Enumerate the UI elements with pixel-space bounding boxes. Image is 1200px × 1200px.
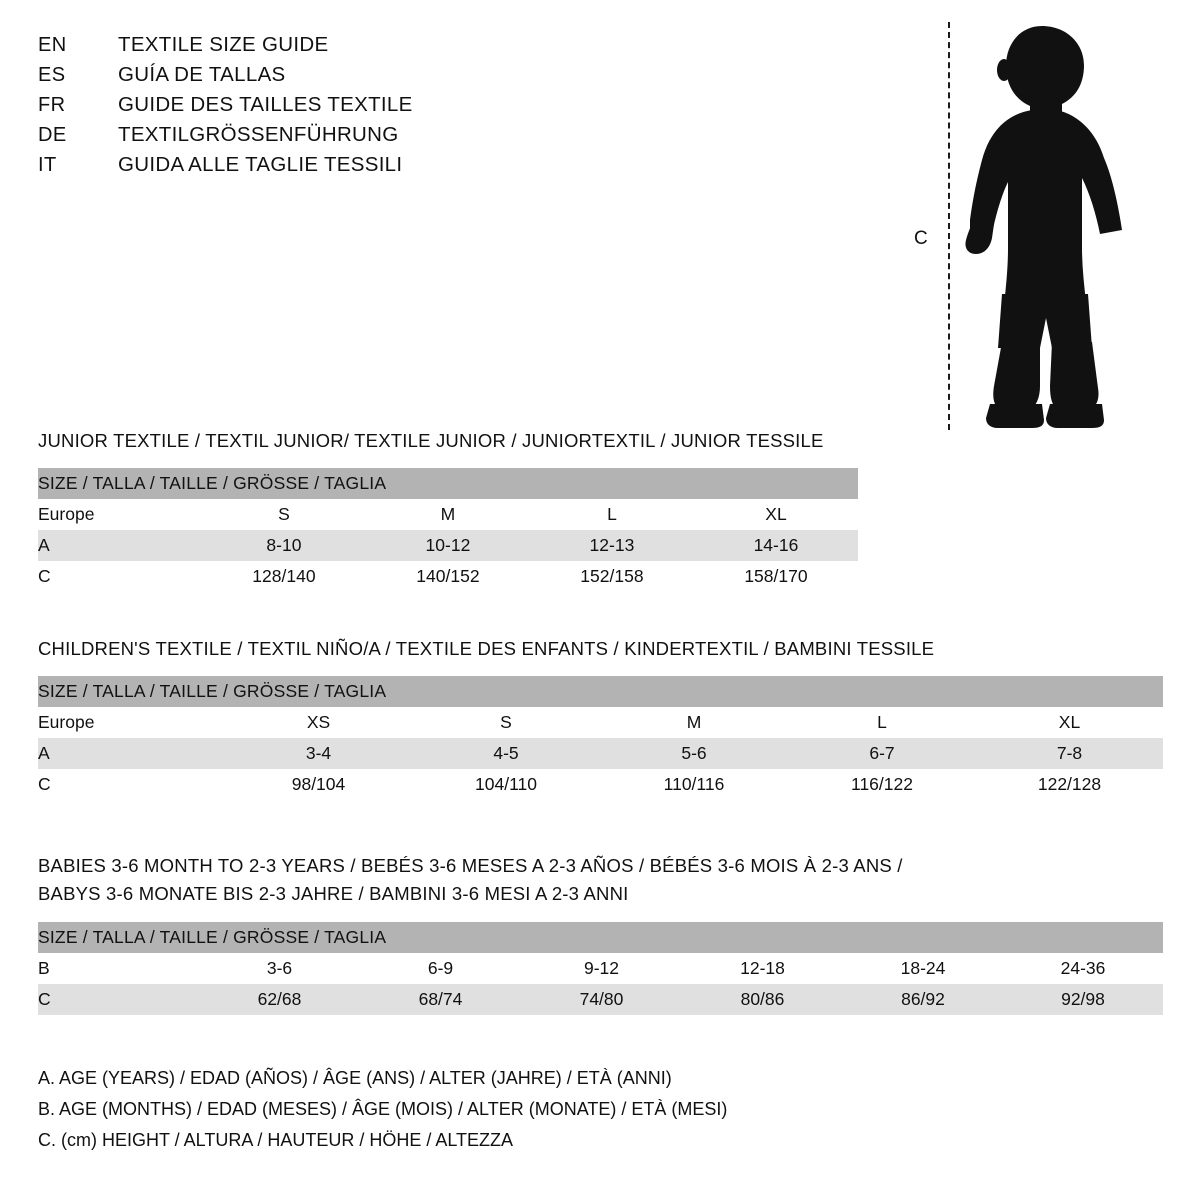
row-label: A xyxy=(38,738,225,769)
legend-line-b: B. AGE (MONTHS) / EDAD (MESES) / ÂGE (MOIS) / ALTER (MONATE) / ETÀ (MESI) xyxy=(38,1099,728,1119)
legend-line-c: C. (cm) HEIGHT / ALTURA / HAUTEUR / HÖHE / ALTEZZA xyxy=(38,1130,514,1150)
cell: 116/122 xyxy=(788,769,976,800)
cell: XL xyxy=(976,707,1163,738)
cell: 9-12 xyxy=(521,953,682,984)
row-label: Europe xyxy=(38,499,202,530)
language-code: ES xyxy=(38,64,66,86)
language-code: EN xyxy=(38,34,67,56)
cell: 6-9 xyxy=(360,953,521,984)
cell: 18-24 xyxy=(843,953,1003,984)
language-title: GUIDE DES TAILLES TEXTILE xyxy=(118,93,413,116)
cell: L xyxy=(788,707,976,738)
table-row xyxy=(38,707,1163,738)
row-label: C xyxy=(38,561,202,592)
cell: 86/92 xyxy=(843,984,1003,1015)
cell: 152/158 xyxy=(530,561,694,592)
section-title-babies-line1: BABIES 3-6 MONTH TO 2-3 YEARS / BEBÉS 3-6 MESES A 2-3 AÑOS / BÉBÉS 3-6 MOIS À 2-3 ANS / xyxy=(38,855,903,876)
legend-line-a: A. AGE (YEARS) / EDAD (AÑOS) / ÂGE (ANS) / ALTER (JAHRE) / ETÀ (ANNI) xyxy=(38,1068,672,1088)
section-title-babies-line2: BABYS 3-6 MONATE BIS 2-3 JAHRE / BAMBINI 3-6 MESI A 2-3 ANNI xyxy=(38,883,629,904)
cell: S xyxy=(412,707,600,738)
band-label: SIZE / TALLA / TAILLE / GRÖSSE / TAGLIA xyxy=(38,468,858,499)
cell: 104/110 xyxy=(412,769,600,800)
cell: 80/86 xyxy=(682,984,843,1015)
section-title-children: CHILDREN'S TEXTILE / TEXTIL NIÑO/A / TEXTILE DES ENFANTS / KINDERTEXTIL / BAMBINI TESSILE xyxy=(38,638,935,659)
cell: 12-18 xyxy=(682,953,843,984)
cell: 14-16 xyxy=(694,530,858,561)
table-row xyxy=(38,984,1163,1015)
cell: 3-6 xyxy=(199,953,360,984)
cell: 12-13 xyxy=(530,530,694,561)
cell: 3-4 xyxy=(225,738,412,769)
section-title-junior: JUNIOR TEXTILE / TEXTIL JUNIOR/ TEXTILE JUNIOR / JUNIORTEXTIL / JUNIOR TESSILE xyxy=(38,430,824,451)
table-header-band xyxy=(38,922,1163,953)
cell: 5-6 xyxy=(600,738,788,769)
language-title: TEXTILGRÖSSENFÜHRUNG xyxy=(118,123,399,146)
cell: 68/74 xyxy=(360,984,521,1015)
table-row xyxy=(38,769,1163,800)
language-row-es xyxy=(38,60,558,90)
table-header-band xyxy=(38,468,858,499)
junior-size-table xyxy=(38,468,858,592)
babies-size-table xyxy=(38,922,1163,1015)
cell: 6-7 xyxy=(788,738,976,769)
band-label: SIZE / TALLA / TAILLE / GRÖSSE / TAGLIA xyxy=(38,922,1163,953)
cell: XL xyxy=(694,499,858,530)
language-code: IT xyxy=(38,154,57,176)
language-code: FR xyxy=(38,94,66,116)
row-label: Europe xyxy=(38,707,225,738)
cell: 7-8 xyxy=(976,738,1163,769)
language-title: TEXTILE SIZE GUIDE xyxy=(118,33,329,56)
row-label: C xyxy=(38,984,199,1015)
cell: 92/98 xyxy=(1003,984,1163,1015)
cell: XS xyxy=(225,707,412,738)
cell: 140/152 xyxy=(366,561,530,592)
cell: 10-12 xyxy=(366,530,530,561)
language-row-fr xyxy=(38,90,558,120)
table-row xyxy=(38,738,1163,769)
table-row xyxy=(38,499,858,530)
cell: L xyxy=(530,499,694,530)
language-row-it xyxy=(38,150,558,180)
cell: M xyxy=(366,499,530,530)
section-junior-textile xyxy=(38,430,1163,592)
cell: 8-10 xyxy=(202,530,366,561)
table-header-band xyxy=(38,676,1163,707)
language-title-block xyxy=(38,30,558,180)
legend-block xyxy=(38,1063,1038,1156)
table-row xyxy=(38,530,858,561)
language-row-de xyxy=(38,120,558,150)
children-size-table xyxy=(38,676,1163,800)
row-label: B xyxy=(38,953,199,984)
cell: 74/80 xyxy=(521,984,682,1015)
section-babies-textile xyxy=(38,852,1163,1015)
figure-measure-label: C xyxy=(914,228,928,249)
row-label: A xyxy=(38,530,202,561)
language-code: DE xyxy=(38,124,67,146)
cell: 62/68 xyxy=(199,984,360,1015)
section-childrens-textile xyxy=(38,638,1163,800)
height-measurement-figure xyxy=(900,10,1150,430)
cell: 110/116 xyxy=(600,769,788,800)
cell: 4-5 xyxy=(412,738,600,769)
cell: 122/128 xyxy=(976,769,1163,800)
language-title: GUÍA DE TALLAS xyxy=(118,63,286,86)
cell: 158/170 xyxy=(694,561,858,592)
band-label: SIZE / TALLA / TAILLE / GRÖSSE / TAGLIA xyxy=(38,676,1163,707)
child-silhouette-icon xyxy=(946,18,1146,430)
table-row xyxy=(38,953,1163,984)
cell: M xyxy=(600,707,788,738)
cell: 98/104 xyxy=(225,769,412,800)
cell: 24-36 xyxy=(1003,953,1163,984)
table-row xyxy=(38,561,858,592)
row-label: C xyxy=(38,769,225,800)
language-row-en xyxy=(38,30,558,60)
cell: 128/140 xyxy=(202,561,366,592)
cell: S xyxy=(202,499,366,530)
language-title: GUIDA ALLE TAGLIE TESSILI xyxy=(118,153,403,176)
